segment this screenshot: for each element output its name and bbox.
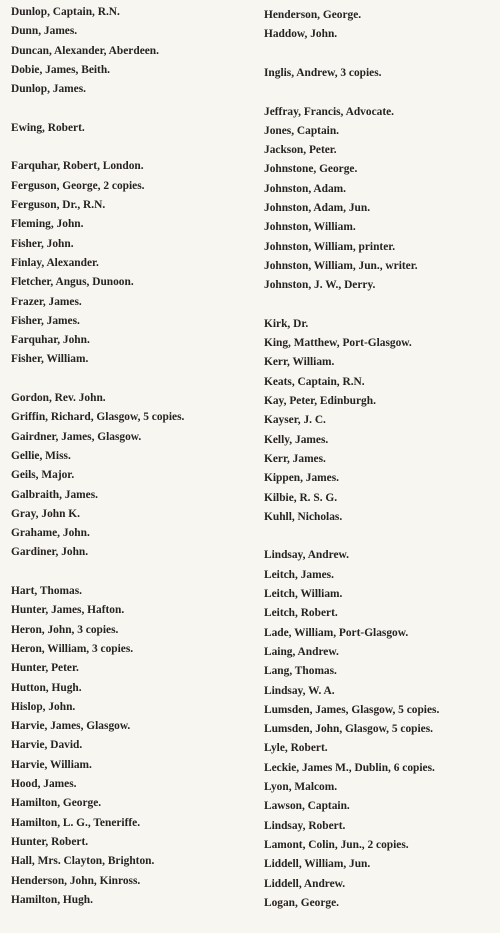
subscriber-entry: Harvie, James, Glasgow. — [11, 720, 131, 733]
subscriber-entry: Hunter, Robert. — [11, 835, 89, 848]
subscriber-entry: Kippen, James. — [264, 472, 339, 485]
subscriber-entry: Fisher, William. — [11, 353, 89, 366]
subscriber-entry: Lyon, Malcom. — [264, 781, 338, 793]
subscriber-entry: Hamilton, L. G., Teneriffe. — [11, 816, 141, 829]
subscriber-entry: Johnston, Adam. — [264, 182, 346, 195]
subscriber-entry: Kerr, William. — [264, 356, 335, 369]
subscriber-entry: Dunlop, James. — [11, 83, 87, 96]
subscriber-entry: Harvie, David. — [11, 739, 83, 752]
subscriber-entry: Harvie, William. — [11, 758, 92, 771]
subscriber-entry: Grahame, John. — [11, 527, 90, 540]
subscriber-entry: Hutton, Hugh. — [11, 681, 82, 694]
subscriber-entry: Haddow, John. — [264, 28, 338, 41]
subscriber-entry: Lumsden, John, Glasgow, 5 copies. — [264, 723, 433, 736]
subscriber-entry: Liddell, William, Jun. — [264, 858, 371, 871]
subscriber-entry: Lindsay, Andrew. — [264, 549, 349, 562]
subscriber-entry: Hart, Thomas. — [11, 585, 82, 597]
subscriber-entry: Gellie, Miss. — [11, 449, 71, 462]
subscriber-entry: Kilbie, R. S. G. — [264, 491, 338, 504]
subscriber-entry: Johnston, J. W., Derry. — [264, 279, 376, 292]
subscriber-entry: Geils, Major. — [11, 469, 75, 482]
subscriber-entry: Duncan, Alexander, Aberdeen. — [11, 44, 159, 57]
subscriber-entry: King, Matthew, Port-Glasgow. — [264, 337, 412, 350]
subscriber-entry: Lindsay, Robert. — [264, 819, 346, 832]
subscriber-entry: Gairdner, James, Glasgow. — [11, 430, 142, 443]
subscriber-entry: Laing, Andrew. — [264, 645, 339, 658]
subscriber-entry: Farquhar, Robert, London. — [11, 160, 144, 173]
subscriber-entry: Lang, Thomas. — [264, 665, 337, 678]
subscriber-entry: Farquhar, John. — [11, 334, 90, 347]
subscriber-entry: Hislop, John. — [11, 700, 76, 713]
subscriber-entry: Gardiner, John. — [11, 546, 89, 559]
subscriber-entry: Johnston, William, Jun., writer. — [264, 259, 418, 272]
subscriber-entry: Frazer, James. — [11, 295, 82, 308]
subscriber-entry: Leckie, James M., Dublin, 6 copies. — [264, 761, 435, 774]
subscriber-entry: Keats, Captain, R.N. — [264, 375, 365, 388]
subscriber-entry: Liddell, Andrew. — [264, 877, 346, 890]
subscriber-entry: Hamilton, George. — [11, 797, 102, 810]
subscriber-entry: Inglis, Andrew, 3 copies. — [264, 66, 382, 79]
subscriber-entry: Fletcher, Angus, Dunoon. — [11, 276, 134, 289]
subscriber-entry: Ferguson, Dr., R.N. — [11, 199, 106, 211]
subscriber-entry: Galbraith, James. — [11, 488, 99, 501]
subscriber-entry: Johnston, Adam, Jun. — [264, 202, 371, 214]
subscriber-entry: Gordon, Rev. John. — [11, 392, 106, 404]
subscriber-entry: Logan, George. — [264, 896, 339, 909]
subscriber-entry: Gray, John K. — [11, 507, 80, 520]
subscriber-entry: Henderson, George. — [264, 9, 362, 21]
subscriber-entry: Finlay, Alexander. — [11, 256, 99, 269]
subscriber-entry: Jeffray, Francis, Advocate. — [264, 105, 395, 118]
subscriber-entry: Griffin, Richard, Glasgow, 5 copies. — [11, 411, 185, 424]
subscriber-entry: Kirk, Dr. — [264, 317, 309, 330]
subscriber-entry: Fisher, James. — [11, 314, 80, 327]
subscriber-entry: Kuhll, Nicholas. — [264, 510, 343, 523]
subscriber-entry: Kayser, J. C. — [264, 414, 326, 427]
subscriber-entry: Fisher, John. — [11, 237, 74, 250]
subscriber-entry: Lumsden, James, Glasgow, 5 copies. — [264, 703, 440, 716]
subscriber-entry: Lindsay, W. A. — [264, 684, 335, 697]
subscriber-entry: Leitch, James. — [264, 568, 334, 581]
subscriber-entry: Kay, Peter, Edinburgh. — [264, 395, 376, 407]
subscriber-entry: Hall, Mrs. Clayton, Brighton. — [11, 855, 155, 868]
subscriber-entry: Dunn, James. — [11, 25, 78, 38]
subscriber-entry: Dobie, James, Beith. — [11, 63, 111, 76]
subscriber-entry: Hamilton, Hugh. — [11, 893, 93, 906]
subscriber-entry: Ewing, Robert. — [11, 121, 85, 134]
subscriber-entry: Johnston, William. — [264, 221, 356, 234]
subscriber-entry: Ferguson, George, 2 copies. — [11, 179, 145, 192]
subscriber-entry: Lade, William, Port-Glasgow. — [264, 626, 409, 639]
subscriber-entry: Henderson, John, Kinross. — [11, 874, 141, 887]
subscriber-entry: Hunter, James, Hafton. — [11, 604, 125, 617]
subscriber-entry: Heron, William, 3 copies. — [11, 642, 134, 655]
subscriber-entry: Hunter, Peter. — [11, 662, 79, 675]
subscriber-entry: Leitch, William. — [264, 588, 343, 600]
subscriber-entry: Dunlop, Captain, R.N. — [11, 6, 120, 18]
subscriber-entry: Kerr, James. — [264, 452, 326, 465]
subscriber-entry: Jackson, Peter. — [264, 144, 337, 157]
subscriber-entry: Hood, James. — [11, 778, 77, 790]
subscriber-entry: Fleming, John. — [11, 218, 84, 231]
subscriber-entry: Heron, John, 3 copies. — [11, 623, 119, 636]
subscriber-entry: Jones, Captain. — [264, 124, 340, 137]
subscriber-entry: Lawson, Captain. — [264, 800, 350, 813]
subscriber-entry: Kelly, James. — [264, 433, 329, 446]
subscriber-entry: Johnstone, George. — [264, 163, 358, 176]
subscriber-entry: Leitch, Robert. — [264, 607, 338, 620]
subscriber-entry: Lyle, Robert. — [264, 742, 328, 755]
subscriber-entry: Lamont, Colin, Jun., 2 copies. — [264, 838, 409, 851]
subscriber-entry: Johnston, William, printer. — [264, 240, 396, 253]
